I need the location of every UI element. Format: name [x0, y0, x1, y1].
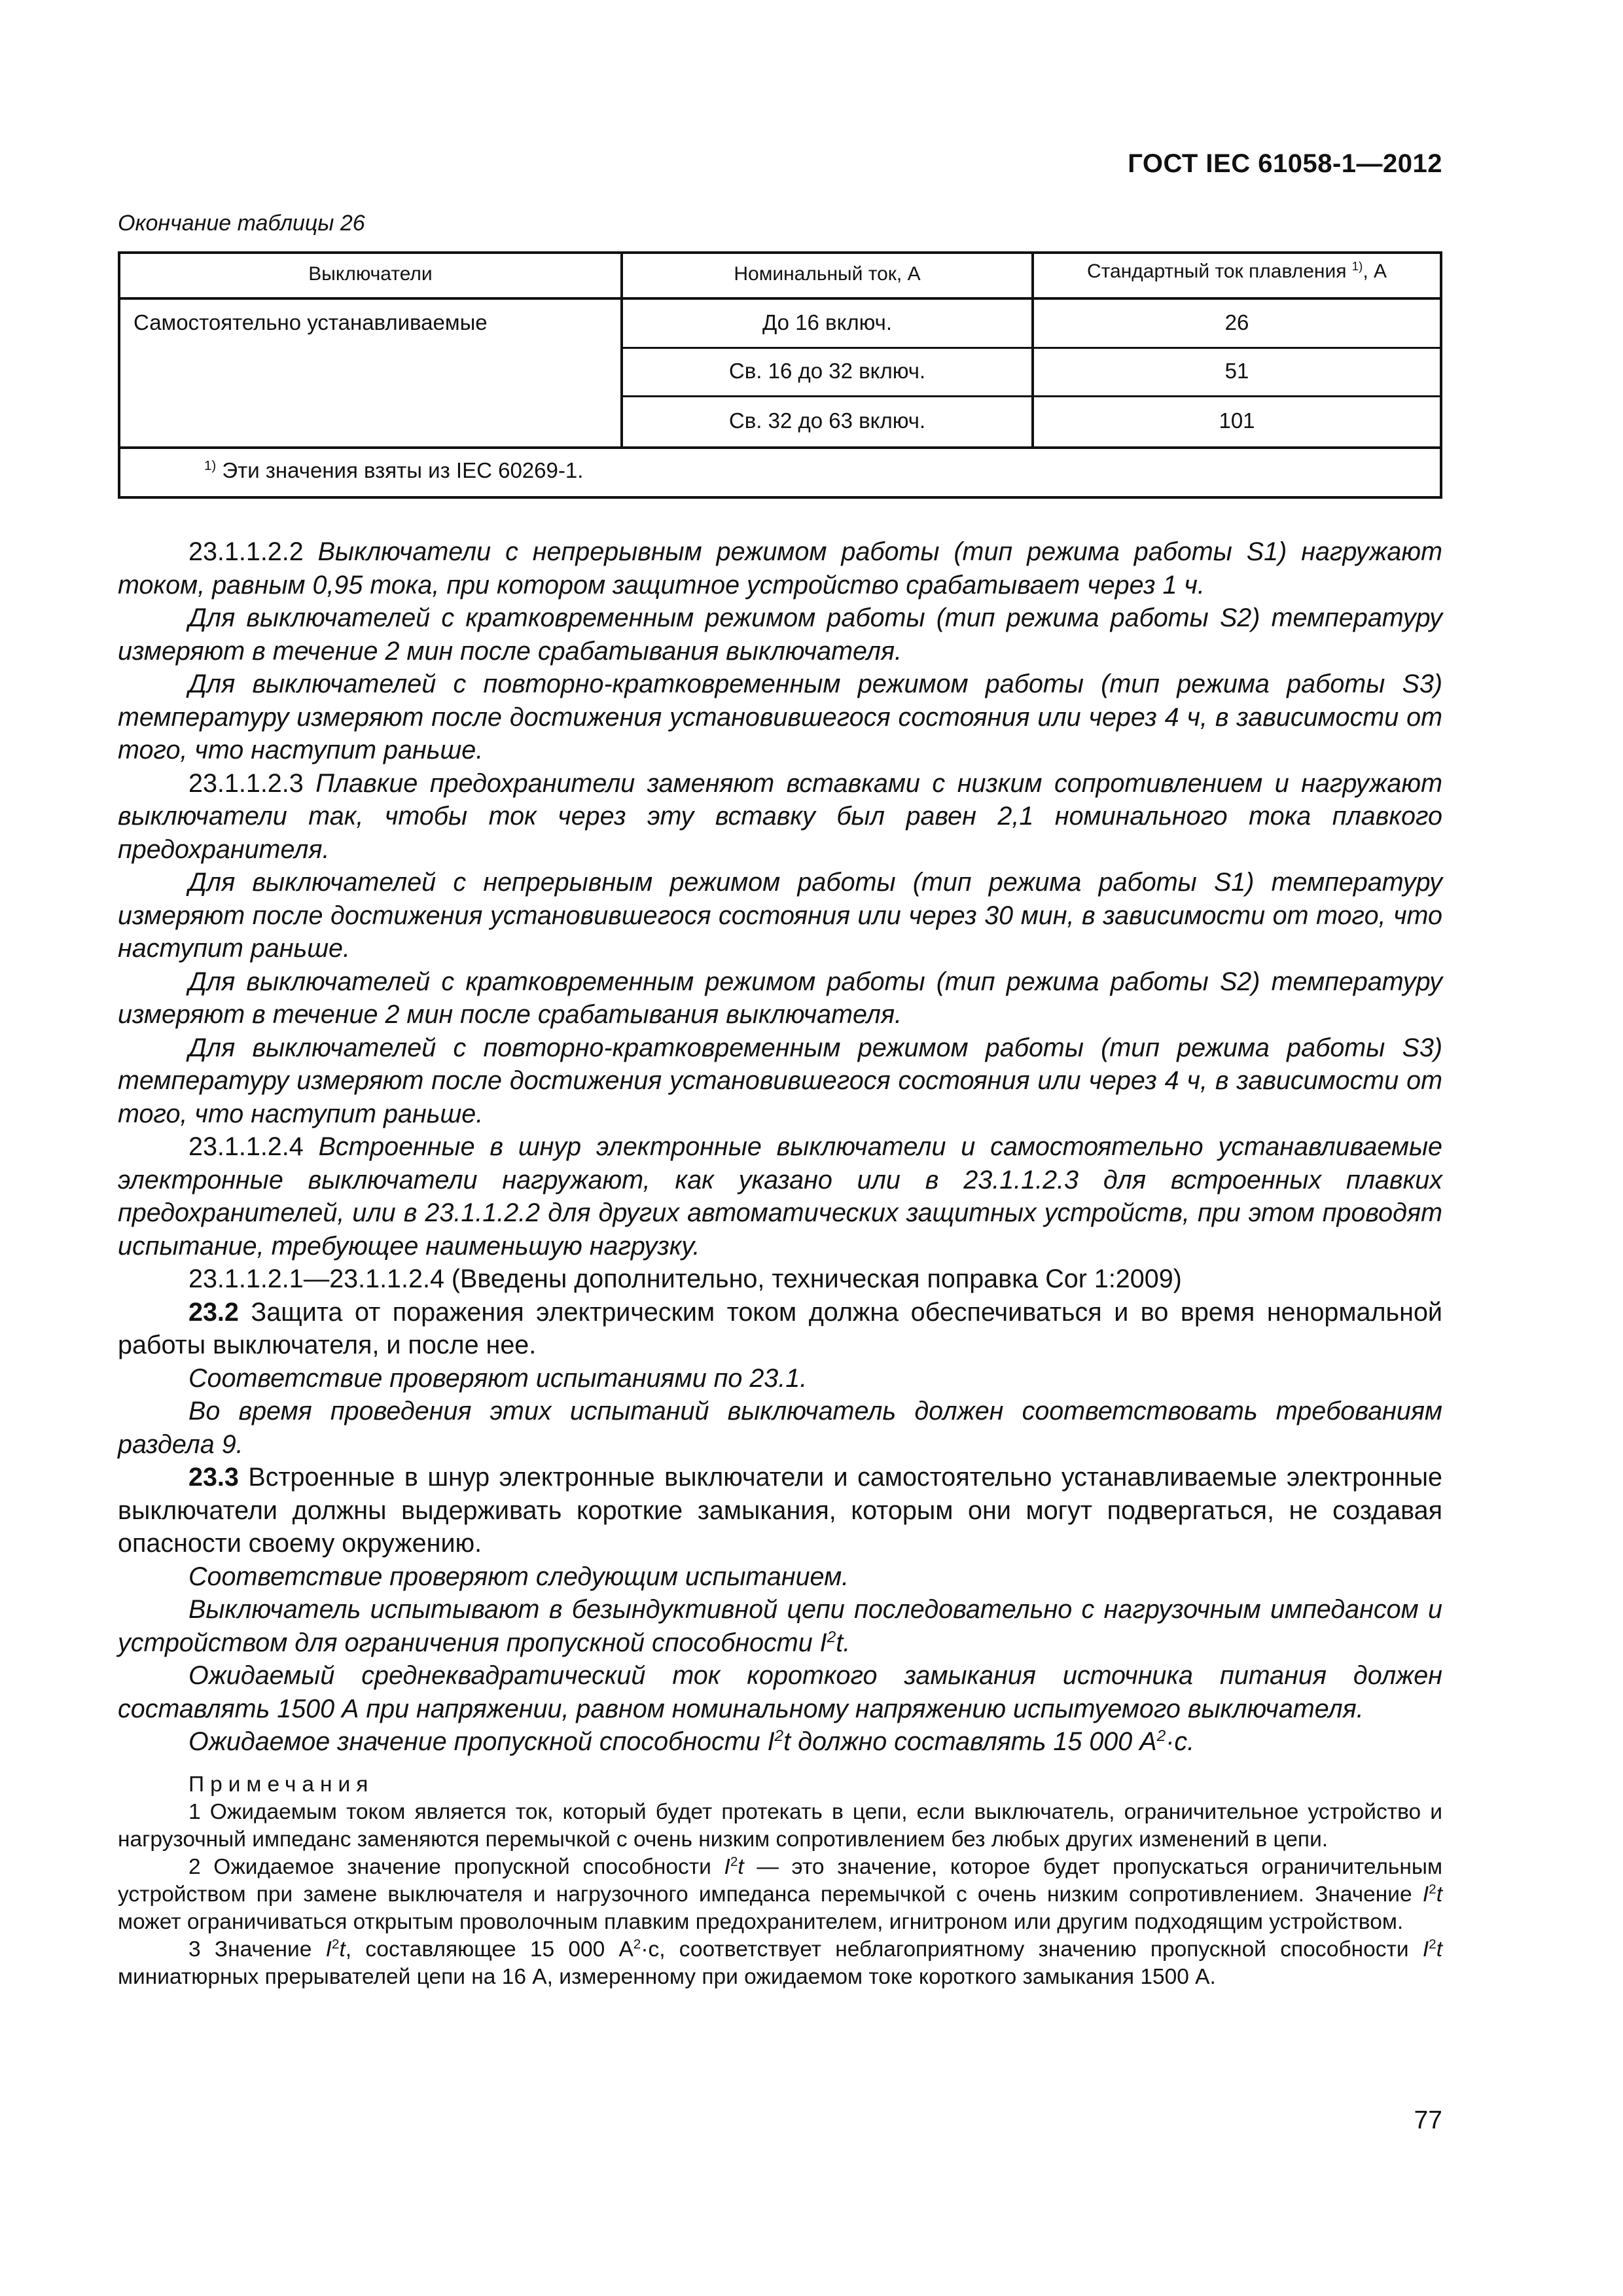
header-fuse-current: Стандартный ток плавления $^{1)}$, А [1086, 259, 1387, 282]
cell-fuse-row1: 26 [1224, 310, 1249, 334]
body-text [118, 535, 1442, 1759]
paragraph-test-circuit: Выключатель испытывают в безындуктивной цепи последовательно с нагрузочным импедансом и устройством для ограничения пропускной способности $I^2t$. [118, 1595, 1442, 1657]
paragraph-23-3: 23.3 Встроенные в шнур электронные выключатели и самостоятельно устанавливаемые электронные выключатели должны выдерживать короткие замыкания, которым они могут подвергаться, не создавая опасности своему окружению. [118, 1463, 1442, 1558]
paragraph-23-1-1-2-3: 23.1.1.2.3 Плавкие предохранители заменяют вставками с низким сопротивлением и нагружают выключатели так, чтобы ток через эту вставку был равен 2,1 номинального тока плавкого предохранителя. [118, 768, 1442, 864]
table-hline-footnote [120, 446, 1440, 449]
paragraph-s3-mode-1: Для выключателей с повторно-кратковременным режимом работы (тип режима работы S3) температуру измеряют после достижения установившегося состояния или через 4 ч, в зависимости от того, что наступит раньше. [118, 670, 1442, 764]
cell-fuse-row3: 101 [1219, 408, 1255, 433]
table-footnote: $^{1)}$ Эти значения взяты из IEC 60269-1. [204, 458, 584, 482]
cell-current-row2: Св. 16 до 32 включ. [728, 359, 926, 383]
table-hline-row2 [620, 395, 1440, 397]
notes-title: Примечания [188, 1772, 374, 1797]
cell-current-row1: До 16 включ. [762, 310, 893, 334]
cell-switch-type: Самостоятельно устанавливаемые [134, 310, 488, 334]
paragraph-s3-mode-2: Для выключателей с повторно-кратковременным режимом работы (тип режима работы S3) температуру измеряют после достижения установившегося состояния или через 4 ч, в зависимости от того, что наступит раньше. [118, 1033, 1442, 1128]
table-caption: Окончание таблицы 26 [118, 211, 365, 236]
fuse-current-table [118, 251, 1442, 499]
paragraph-amendment-note: 23.1.1.2.1—23.1.1.2.4 (Введены дополнительно, техническая поправка Cor 1:2009) [188, 1265, 1182, 1293]
paragraph-compliance-23-1: Соответствие проверяют испытаниями по 23.1. [188, 1363, 808, 1393]
note-1: 1 Ожидаемым током является ток, который будет протекать в цепи, если выключатель, ограничительное устройство и нагрузочный импеданс заменяются перемычкой с очень низким сопротивлением без любых других изменений в цепи. [118, 1800, 1442, 1852]
paragraph-i2t-value: Ожидаемое значение пропускной способности $I^2t$ должно составлять 15 000 $А^2\cdot с$. [188, 1727, 1195, 1756]
note-3: 3 Значение $I^2t$, составляющее 15 000 $А^2\cdot с$, соответствует неблагоприятному значению пропускной способности $I^2t$ миниатюрных прерывателей цепи на 16 А, измеренному при ожидаемом токе короткого замыкания 1500 А. [118, 1936, 1442, 1989]
table-hline-header [120, 297, 1440, 300]
paragraph-short-circuit-current: Ожидаемый среднеквадратический ток короткого замыкания источника питания должен составлять 1500 А при напряжении, равном номинальному напряжению испытуемого выключателя. [118, 1661, 1442, 1723]
cell-current-row3: Св. 32 до 63 включ. [728, 408, 926, 433]
notes-section [118, 1771, 1442, 1991]
header-rated-current: Номинальный ток, А [734, 263, 921, 285]
cell-fuse-row2: 51 [1224, 359, 1249, 383]
note-2: 2 Ожидаемое значение пропускной способности $I^2t$ — это значение, которое будет пропускаться ограничительным устройством при замене выключателя и нагрузочного импеданса перемычкой с очень низким сопротивлением. Значение $I^2t$ может ограничиваться открытым проволочным плавким предохранителем, игнитроном или другим подходящим устройством. [118, 1854, 1442, 1934]
paragraph-s1-mode: Для выключателей с непрерывным режимом работы (тип режима работы S1) температуру измеряют после достижения установившегося состояния или через 30 мин, в зависимости от того, что наступит раньше. [118, 868, 1442, 963]
page-number: 77 [1414, 2106, 1442, 2134]
paragraph-23-2: 23.2 Защита от поражения электрическим током должна обеспечиваться и во время ненормальной работы выключателя, и после нее. [118, 1297, 1442, 1359]
paragraph-s2-mode-1: Для выключателей с кратковременным режимом работы (тип режима работы S2) температуру измеряют в течение 2 мин после срабатывания выключателя. [118, 603, 1442, 666]
header-switches: Выключатели [308, 263, 433, 285]
paragraph-compliance-test: Соответствие проверяют следующим испытанием. [188, 1562, 849, 1591]
table-hline-row1 [620, 347, 1440, 349]
paragraph-23-1-1-2-4: 23.1.1.2.4 Встроенные в шнур электронные выключатели и самостоятельно устанавливаемые электронные выключатели нагружают, как указано или в 23.1.1.2.3 для встроенных плавких предохранителей, или в 23.1.1.2.2 для других автоматических защитных устройств, при этом проводят испытание, требующее наименьшую нагрузку. [118, 1132, 1442, 1261]
paragraph-23-1-1-2-2: 23.1.1.2.2 Выключатели с непрерывным режимом работы (тип режима работы S1) нагружают током, равным 0,95 тока, при котором защитное устройство срабатывает через 1 ч. [118, 537, 1442, 600]
standard-designation: ГОСТ IEC 61058-1—2012 [1128, 149, 1442, 178]
paragraph-s2-mode-2: Для выключателей с кратковременным режимом работы (тип режима работы S2) температуру измеряют в течение 2 мин после срабатывания выключателя. [118, 967, 1442, 1029]
paragraph-section-9: Во время проведения этих испытаний выключатель должен соответствовать требованиям раздела 9. [118, 1397, 1442, 1459]
